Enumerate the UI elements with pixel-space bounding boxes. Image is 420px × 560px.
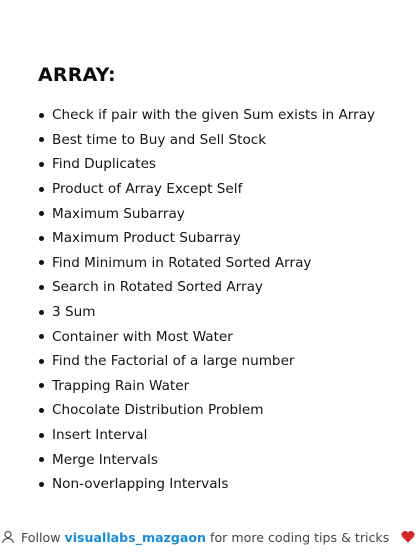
list-item-label: Check if pair with the given Sum exists in Array — [52, 107, 376, 124]
bullet-icon — [39, 113, 44, 118]
list-item — [38, 349, 408, 374]
list-item — [38, 128, 408, 153]
footer-handle-link[interactable]: visuallabs_mazgaon — [64, 529, 207, 545]
list-item-label: 3 Sum — [52, 304, 96, 321]
list-item — [38, 300, 408, 325]
bullet-icon — [39, 137, 44, 142]
bullet-icon — [39, 482, 44, 487]
list-item — [38, 324, 408, 349]
bullet-icon — [39, 187, 44, 192]
user-icon — [1, 530, 15, 544]
list-item-label: Find Duplicates — [52, 156, 157, 173]
list-item-label: Product of Array Except Self — [52, 181, 243, 198]
list-item — [38, 201, 408, 226]
bullet-icon — [39, 162, 44, 167]
bullet-icon — [39, 408, 44, 413]
list-item — [38, 447, 408, 472]
list-item — [38, 398, 408, 423]
page-title: ARRAY: — [38, 64, 116, 86]
list-item — [38, 103, 408, 128]
bullet-icon — [39, 433, 44, 438]
bullet-icon — [39, 457, 44, 462]
list-item-label: Search in Rotated Sorted Array — [52, 279, 263, 296]
list-item-label: Container with Most Water — [52, 328, 233, 345]
bullet-icon — [39, 359, 44, 364]
bullet-icon — [39, 334, 44, 339]
list-item-label: Trapping Rain Water — [52, 377, 190, 394]
bullet-icon — [39, 383, 44, 388]
list-item-label: Maximum Subarray — [52, 205, 185, 222]
footer — [0, 527, 420, 547]
bullet-icon — [39, 260, 44, 265]
footer-follow-text: Follow — [21, 529, 61, 545]
list-item — [38, 374, 408, 399]
footer-tail-text: for more coding tips & tricks — [210, 529, 390, 545]
list-item-label: Insert Interval — [52, 427, 148, 444]
list-item — [38, 226, 408, 251]
list-item-label: Best time to Buy and Sell Stock — [52, 131, 267, 148]
list-item — [38, 152, 408, 177]
list-item-label: Non-overlapping Intervals — [52, 476, 229, 493]
bullet-icon — [39, 285, 44, 290]
list-item-label: Find the Factorial of a large number — [52, 353, 295, 370]
list-item — [38, 472, 408, 497]
list-item — [38, 177, 408, 202]
bullet-icon — [39, 211, 44, 216]
list-item-label: Merge Intervals — [52, 451, 158, 468]
bullet-icon — [39, 310, 44, 315]
list-item — [38, 275, 408, 300]
list-item — [38, 423, 408, 448]
heart-icon[interactable] — [401, 530, 415, 543]
list-item-label: Chocolate Distribution Problem — [52, 402, 264, 419]
topic-list — [38, 103, 408, 497]
list-item-label: Find Minimum in Rotated Sorted Array — [52, 254, 312, 271]
list-item — [38, 251, 408, 276]
bullet-icon — [39, 236, 44, 241]
list-item-label: Maximum Product Subarray — [52, 230, 241, 247]
